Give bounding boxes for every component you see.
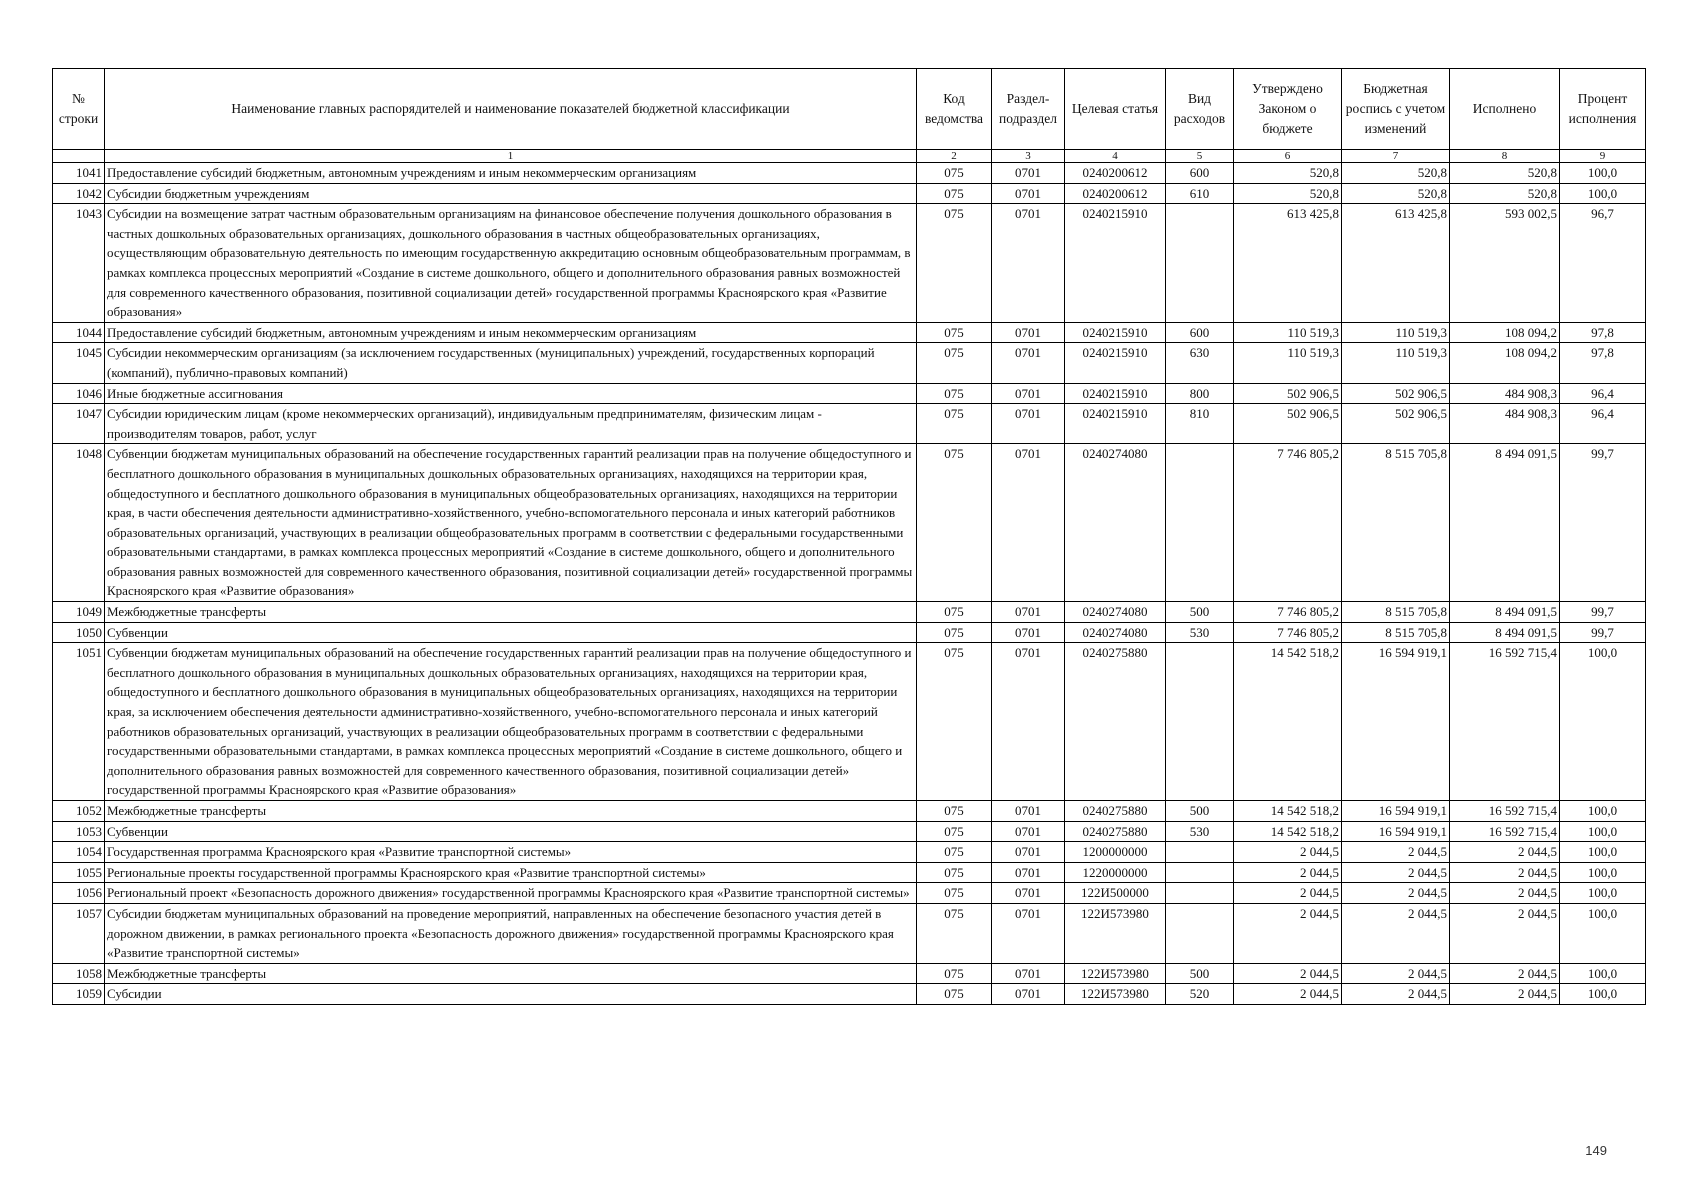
expense-type: 800: [1166, 383, 1234, 404]
row-number: 1050: [53, 622, 105, 643]
expense-type: 610: [1166, 183, 1234, 204]
budget-schedule-amount: 110 519,3: [1342, 322, 1450, 343]
table-row: [53, 984, 1646, 1005]
expense-type: [1166, 204, 1234, 323]
approved-amount: 2 044,5: [1234, 903, 1342, 963]
budget-schedule-amount: 2 044,5: [1342, 862, 1450, 883]
execution-percent: 100,0: [1560, 643, 1646, 801]
executed-amount: 16 592 715,4: [1450, 643, 1560, 801]
budget-schedule-amount: 16 594 919,1: [1342, 643, 1450, 801]
approved-amount: 110 519,3: [1234, 322, 1342, 343]
section-code: 0701: [992, 204, 1065, 323]
target-article: 0240215910: [1065, 404, 1166, 444]
execution-percent: 100,0: [1560, 183, 1646, 204]
expense-type: 520: [1166, 984, 1234, 1005]
header-expense-type: Вид расходов: [1166, 69, 1234, 150]
table-row: [53, 343, 1646, 383]
section-code: 0701: [992, 183, 1065, 204]
row-name: Предоставление субсидий бюджетным, автономным учреждениям и иным некоммерческим организациям: [105, 163, 917, 184]
department-code: 075: [917, 204, 992, 323]
section-code: 0701: [992, 984, 1065, 1005]
table-row: [53, 444, 1646, 602]
column-number: 5: [1166, 150, 1234, 163]
executed-amount: 484 908,3: [1450, 383, 1560, 404]
approved-amount: 7 746 805,2: [1234, 622, 1342, 643]
row-name: Предоставление субсидий бюджетным, автономным учреждениям и иным некоммерческим организациям: [105, 322, 917, 343]
column-number: 3: [992, 150, 1065, 163]
table-row: [53, 903, 1646, 963]
row-name: Субсидии на возмещение затрат частным образовательным организациям на финансовое обеспечение получения дошкольного образования в частных дошкольных образовательных организациях, дошкольного образования в частных общеобразовательных организациях, осуществляющим образовательную деятельность по имеющим государственную аккредитацию основным общеобразовательным программам, в рамках комплекса процессных мероприятий «Создание в системе дошкольного, общего и дополнительного образования равных возможностей для современного качественного образования, позитивной социализации детей» государственной программы Красноярского края «Развитие образования»: [105, 204, 917, 323]
target-article: 0240215910: [1065, 383, 1166, 404]
section-code: 0701: [992, 801, 1065, 822]
row-number: 1047: [53, 404, 105, 444]
budget-schedule-amount: 8 515 705,8: [1342, 444, 1450, 602]
section-code: 0701: [992, 821, 1065, 842]
section-code: 0701: [992, 963, 1065, 984]
target-article: 1200000000: [1065, 842, 1166, 863]
table-row: [53, 821, 1646, 842]
budget-schedule-amount: 613 425,8: [1342, 204, 1450, 323]
executed-amount: 2 044,5: [1450, 842, 1560, 863]
header-department-code: Код ведомства: [917, 69, 992, 150]
execution-percent: 96,7: [1560, 204, 1646, 323]
execution-percent: 96,4: [1560, 404, 1646, 444]
target-article: 122И573980: [1065, 903, 1166, 963]
column-number: 8: [1450, 150, 1560, 163]
department-code: 075: [917, 821, 992, 842]
approved-amount: 502 906,5: [1234, 404, 1342, 444]
row-number: 1059: [53, 984, 105, 1005]
approved-amount: 14 542 518,2: [1234, 821, 1342, 842]
budget-schedule-amount: 520,8: [1342, 183, 1450, 204]
target-article: 122И573980: [1065, 984, 1166, 1005]
table-row: [53, 801, 1646, 822]
table-row: [53, 883, 1646, 904]
section-code: 0701: [992, 903, 1065, 963]
expense-type: [1166, 842, 1234, 863]
executed-amount: 520,8: [1450, 183, 1560, 204]
department-code: 075: [917, 622, 992, 643]
target-article: 122И500000: [1065, 883, 1166, 904]
section-code: 0701: [992, 322, 1065, 343]
execution-percent: 100,0: [1560, 862, 1646, 883]
row-name: Иные бюджетные ассигнования: [105, 383, 917, 404]
expense-type: [1166, 444, 1234, 602]
executed-amount: 16 592 715,4: [1450, 801, 1560, 822]
row-name: Субсидии некоммерческим организациям (за исключением государственных (муниципальных) учреждений, государственных корпораций (компаний), публично-правовых компаний): [105, 343, 917, 383]
expense-type: 500: [1166, 801, 1234, 822]
table-row: [53, 163, 1646, 184]
department-code: 075: [917, 183, 992, 204]
budget-schedule-amount: 2 044,5: [1342, 842, 1450, 863]
row-name: Государственная программа Красноярского края «Развитие транспортной системы»: [105, 842, 917, 863]
row-number: 1048: [53, 444, 105, 602]
row-number: 1042: [53, 183, 105, 204]
approved-amount: 2 044,5: [1234, 963, 1342, 984]
expense-type: 600: [1166, 322, 1234, 343]
approved-amount: 14 542 518,2: [1234, 801, 1342, 822]
budget-schedule-amount: 8 515 705,8: [1342, 622, 1450, 643]
executed-amount: 108 094,2: [1450, 322, 1560, 343]
table-row: [53, 404, 1646, 444]
department-code: 075: [917, 801, 992, 822]
execution-percent: 100,0: [1560, 984, 1646, 1005]
target-article: 0240274080: [1065, 444, 1166, 602]
section-code: 0701: [992, 343, 1065, 383]
execution-percent: 100,0: [1560, 963, 1646, 984]
row-number: 1053: [53, 821, 105, 842]
table-row: [53, 183, 1646, 204]
header-executed: Исполнено: [1450, 69, 1560, 150]
execution-percent: 96,4: [1560, 383, 1646, 404]
expense-type: [1166, 883, 1234, 904]
execution-percent: 97,8: [1560, 322, 1646, 343]
department-code: 075: [917, 903, 992, 963]
department-code: 075: [917, 963, 992, 984]
approved-amount: 110 519,3: [1234, 343, 1342, 383]
department-code: 075: [917, 862, 992, 883]
executed-amount: 484 908,3: [1450, 404, 1560, 444]
budget-schedule-amount: 2 044,5: [1342, 984, 1450, 1005]
budget-schedule-amount: 502 906,5: [1342, 383, 1450, 404]
budget-schedule-amount: 520,8: [1342, 163, 1450, 184]
column-number: 6: [1234, 150, 1342, 163]
approved-amount: 14 542 518,2: [1234, 643, 1342, 801]
row-name: Субвенции бюджетам муниципальных образований на обеспечение государственных гарантий реализации прав на получение общедоступного и бесплатного дошкольного образования в муниципальных дошкольных образовательных организациях, находящихся на территории края, общедоступного и бесплатного дошкольного образования в муниципальных общеобразовательных организациях, находящихся на территории края, в части обеспечения деятельности административно-хозяйственного, учебно-вспомогательного персонала и иных категорий работников образовательных организаций, участвующих в реализации общеобразовательных программ в соответствии с федеральными государственными образовательными стандартами, в рамках комплекса процессных мероприятий «Создание в системе дошкольного, общего и дополнительного образования равных возможностей для современного качественного образования, позитивной социализации детей» государственной программы Красноярского края «Развитие образования»: [105, 444, 917, 602]
header-approved: Утверждено Законом о бюджете: [1234, 69, 1342, 150]
page-number: 149: [1585, 1143, 1607, 1158]
row-name: Межбюджетные трансферты: [105, 602, 917, 623]
header-row: [53, 69, 1646, 150]
section-code: 0701: [992, 444, 1065, 602]
budget-schedule-amount: 2 044,5: [1342, 963, 1450, 984]
expense-type: 530: [1166, 821, 1234, 842]
column-number: [53, 150, 105, 163]
header-row-number: № строки: [53, 69, 105, 150]
approved-amount: 520,8: [1234, 163, 1342, 184]
execution-percent: 100,0: [1560, 842, 1646, 863]
expense-type: 500: [1166, 963, 1234, 984]
approved-amount: 2 044,5: [1234, 883, 1342, 904]
target-article: 0240275880: [1065, 821, 1166, 842]
executed-amount: 2 044,5: [1450, 903, 1560, 963]
table-row: [53, 643, 1646, 801]
department-code: 075: [917, 984, 992, 1005]
table-body: [53, 163, 1646, 1005]
department-code: 075: [917, 163, 992, 184]
section-code: 0701: [992, 163, 1065, 184]
execution-percent: 100,0: [1560, 163, 1646, 184]
table-row: [53, 322, 1646, 343]
budget-schedule-amount: 8 515 705,8: [1342, 602, 1450, 623]
table-row: [53, 383, 1646, 404]
department-code: 075: [917, 383, 992, 404]
expense-type: 530: [1166, 622, 1234, 643]
table-row: [53, 622, 1646, 643]
approved-amount: 520,8: [1234, 183, 1342, 204]
execution-percent: 100,0: [1560, 821, 1646, 842]
execution-percent: 100,0: [1560, 801, 1646, 822]
expense-type: 600: [1166, 163, 1234, 184]
executed-amount: 8 494 091,5: [1450, 602, 1560, 623]
target-article: 0240275880: [1065, 643, 1166, 801]
row-name: Субвенции: [105, 821, 917, 842]
department-code: 075: [917, 602, 992, 623]
executed-amount: 108 094,2: [1450, 343, 1560, 383]
column-number: 7: [1342, 150, 1450, 163]
column-number: 1: [105, 150, 917, 163]
header-section: Раздел-подраздел: [992, 69, 1065, 150]
expense-type: 500: [1166, 602, 1234, 623]
execution-percent: 99,7: [1560, 622, 1646, 643]
section-code: 0701: [992, 622, 1065, 643]
budget-schedule-amount: 110 519,3: [1342, 343, 1450, 383]
execution-percent: 100,0: [1560, 903, 1646, 963]
row-number: 1046: [53, 383, 105, 404]
row-name: Межбюджетные трансферты: [105, 963, 917, 984]
row-number: 1049: [53, 602, 105, 623]
executed-amount: 2 044,5: [1450, 984, 1560, 1005]
row-name: Субсидии юридическим лицам (кроме некоммерческих организаций), индивидуальным предпринимателям, физическим лицам - производителям товаров, работ, услуг: [105, 404, 917, 444]
target-article: 0240274080: [1065, 602, 1166, 623]
approved-amount: 7 746 805,2: [1234, 444, 1342, 602]
row-name: Межбюджетные трансферты: [105, 801, 917, 822]
header-budget-schedule: Бюджетная роспись с учетом изменений: [1342, 69, 1450, 150]
section-code: 0701: [992, 883, 1065, 904]
section-code: 0701: [992, 643, 1065, 801]
column-number: 9: [1560, 150, 1646, 163]
department-code: 075: [917, 643, 992, 801]
budget-schedule-amount: 502 906,5: [1342, 404, 1450, 444]
target-article: 122И573980: [1065, 963, 1166, 984]
budget-schedule-amount: 16 594 919,1: [1342, 821, 1450, 842]
executed-amount: 2 044,5: [1450, 883, 1560, 904]
budget-schedule-amount: 2 044,5: [1342, 903, 1450, 963]
approved-amount: 2 044,5: [1234, 862, 1342, 883]
section-code: 0701: [992, 602, 1065, 623]
department-code: 075: [917, 322, 992, 343]
budget-schedule-amount: 2 044,5: [1342, 883, 1450, 904]
department-code: 075: [917, 404, 992, 444]
row-number: 1052: [53, 801, 105, 822]
target-article: 0240200612: [1065, 183, 1166, 204]
section-code: 0701: [992, 404, 1065, 444]
approved-amount: 2 044,5: [1234, 984, 1342, 1005]
executed-amount: 593 002,5: [1450, 204, 1560, 323]
column-number-row: [53, 150, 1646, 163]
approved-amount: 502 906,5: [1234, 383, 1342, 404]
row-name: Субсидии бюджетам муниципальных образований на проведение мероприятий, направленных на обеспечение безопасного участия детей в дорожном движении, в рамках регионального проекта «Безопасность дорожного движения» государственной программы Красноярского края «Развитие транспортной системы»: [105, 903, 917, 963]
table-row: [53, 862, 1646, 883]
section-code: 0701: [992, 383, 1065, 404]
table-row: [53, 842, 1646, 863]
row-number: 1045: [53, 343, 105, 383]
row-number: 1041: [53, 163, 105, 184]
budget-execution-table: [52, 68, 1646, 1005]
column-number: 4: [1065, 150, 1166, 163]
row-name: Региональный проект «Безопасность дорожного движения» государственной программы Красноярского края «Развитие транспортной системы»: [105, 883, 917, 904]
target-article: 0240274080: [1065, 622, 1166, 643]
section-code: 0701: [992, 862, 1065, 883]
table-row: [53, 963, 1646, 984]
target-article: 0240215910: [1065, 343, 1166, 383]
target-article: 0240215910: [1065, 204, 1166, 323]
executed-amount: 8 494 091,5: [1450, 622, 1560, 643]
row-number: 1051: [53, 643, 105, 801]
department-code: 075: [917, 444, 992, 602]
budget-schedule-amount: 16 594 919,1: [1342, 801, 1450, 822]
executed-amount: 2 044,5: [1450, 862, 1560, 883]
expense-type: 810: [1166, 404, 1234, 444]
execution-percent: 99,7: [1560, 602, 1646, 623]
row-number: 1044: [53, 322, 105, 343]
department-code: 075: [917, 343, 992, 383]
target-article: 0240200612: [1065, 163, 1166, 184]
row-number: 1057: [53, 903, 105, 963]
target-article: 1220000000: [1065, 862, 1166, 883]
row-name: Субсидии бюджетным учреждениям: [105, 183, 917, 204]
row-name: Субсидии: [105, 984, 917, 1005]
target-article: 0240275880: [1065, 801, 1166, 822]
row-number: 1056: [53, 883, 105, 904]
header-name: Наименование главных распорядителей и наименование показателей бюджетной классификации: [105, 69, 917, 150]
table-row: [53, 204, 1646, 323]
target-article: 0240215910: [1065, 322, 1166, 343]
expense-type: 630: [1166, 343, 1234, 383]
row-number: 1043: [53, 204, 105, 323]
row-name: Региональные проекты государственной программы Красноярского края «Развитие транспортной системы»: [105, 862, 917, 883]
row-number: 1058: [53, 963, 105, 984]
expense-type: [1166, 862, 1234, 883]
executed-amount: 2 044,5: [1450, 963, 1560, 984]
approved-amount: 2 044,5: [1234, 842, 1342, 863]
table-row: [53, 602, 1646, 623]
executed-amount: 8 494 091,5: [1450, 444, 1560, 602]
column-number: 2: [917, 150, 992, 163]
header-execution-percent: Процент исполнения: [1560, 69, 1646, 150]
section-code: 0701: [992, 842, 1065, 863]
approved-amount: 613 425,8: [1234, 204, 1342, 323]
department-code: 075: [917, 842, 992, 863]
row-number: 1054: [53, 842, 105, 863]
expense-type: [1166, 643, 1234, 801]
header-target-article: Целевая статья: [1065, 69, 1166, 150]
row-number: 1055: [53, 862, 105, 883]
expense-type: [1166, 903, 1234, 963]
approved-amount: 7 746 805,2: [1234, 602, 1342, 623]
row-name: Субвенции бюджетам муниципальных образований на обеспечение государственных гарантий реализации прав на получение общедоступного и бесплатного дошкольного образования в муниципальных дошкольных образовательных организациях, находящихся на территории края, общедоступного и бесплатного дошкольного образования в муниципальных общеобразовательных организациях, находящихся на территории края, за исключением обеспечения деятельности административно-хозяйственного, учебно-вспомогательного персонала и иных категорий работников образовательных организаций, участвующих в реализации общеобразовательных программ в соответствии с федеральными государственными образовательными стандартами, в рамках комплекса процессных мероприятий «Создание в системе дошкольного, общего и дополнительного образования равных возможностей для современного качественного образования, позитивной социализации детей» государственной программы Красноярского края «Развитие образования»: [105, 643, 917, 801]
execution-percent: 97,8: [1560, 343, 1646, 383]
execution-percent: 100,0: [1560, 883, 1646, 904]
executed-amount: 520,8: [1450, 163, 1560, 184]
row-name: Субвенции: [105, 622, 917, 643]
execution-percent: 99,7: [1560, 444, 1646, 602]
department-code: 075: [917, 883, 992, 904]
executed-amount: 16 592 715,4: [1450, 821, 1560, 842]
